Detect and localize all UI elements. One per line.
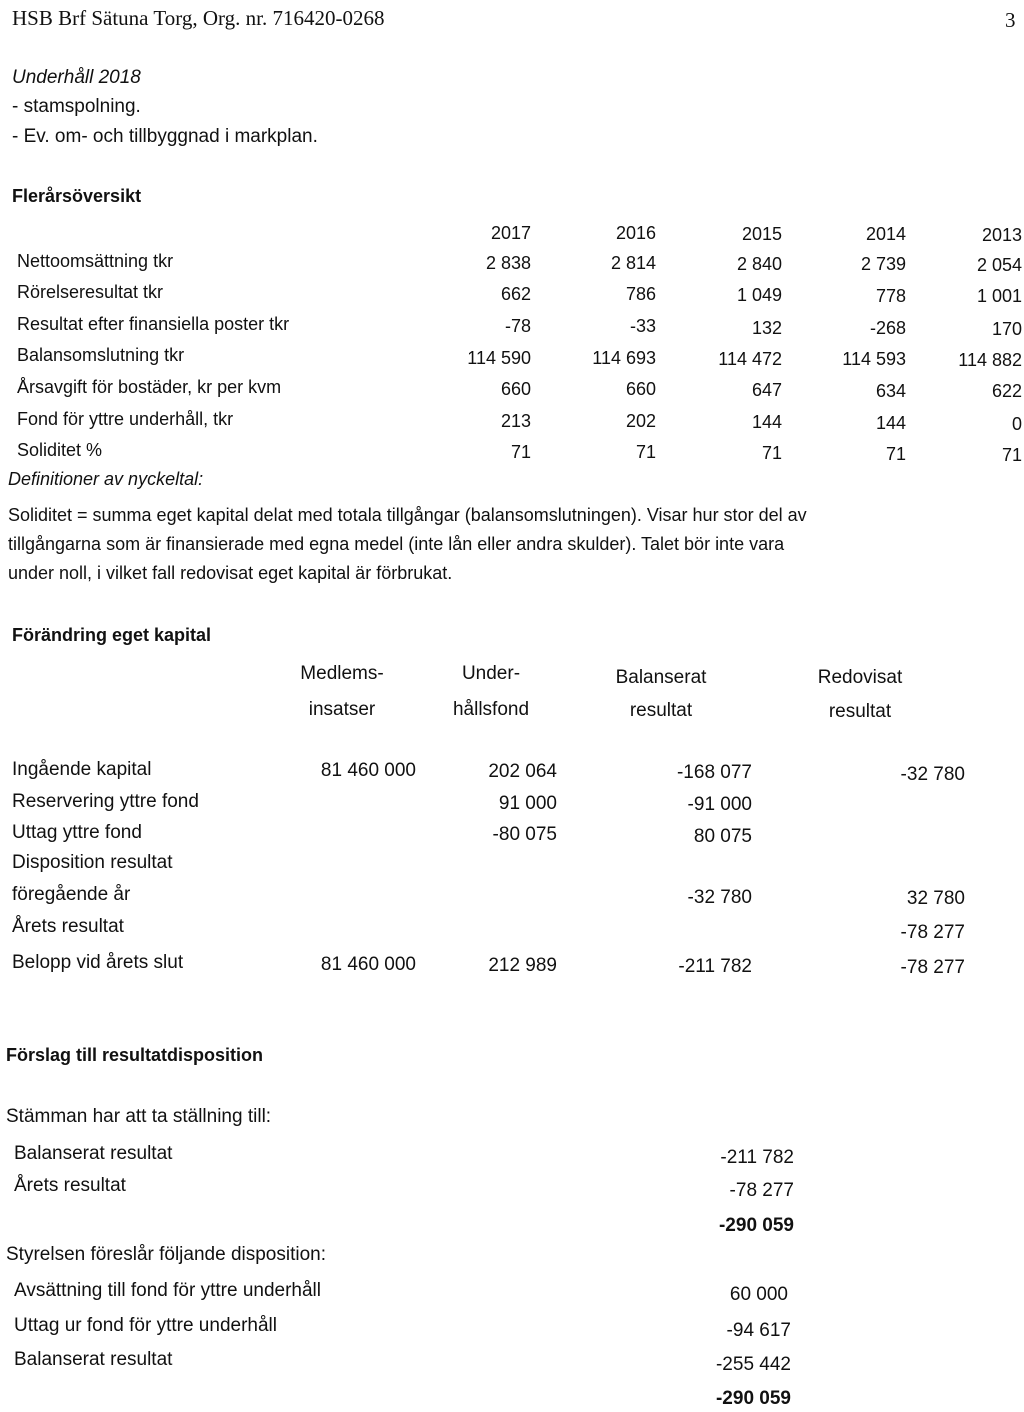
disposition-value: -94 617 — [726, 1320, 791, 1341]
column-header: hållsfond — [452, 699, 530, 720]
table-cell: 144 — [751, 412, 782, 432]
year-header: 2016 — [615, 223, 656, 243]
column-header: insatser — [308, 699, 376, 720]
table-cell: 132 — [751, 318, 782, 338]
disposition-label: Balanserat resultat — [14, 1349, 173, 1370]
definitions-title: Definitioner av nyckeltal: — [8, 469, 204, 489]
table-cell: 170 — [991, 319, 1022, 339]
column-header: Redovisat — [817, 667, 903, 688]
table-cell: 202 — [625, 411, 656, 431]
disposition-label: Avsättning till fond för yttre underhåll — [14, 1280, 321, 1301]
row-label: Belopp vid årets slut — [12, 952, 184, 973]
table-cell: 71 — [635, 442, 656, 462]
table-cell: 2 739 — [860, 254, 906, 274]
table-cell: 114 472 — [718, 349, 782, 369]
table-cell: 2 838 — [485, 253, 531, 273]
forslag-intro: Stämman har att ta ställning till: — [6, 1106, 272, 1127]
year-header: 2013 — [981, 225, 1022, 245]
table-cell: -78 277 — [900, 957, 965, 978]
table-cell: 114 593 — [842, 349, 906, 369]
underhall-item: - stamspolning. — [12, 96, 141, 117]
table-cell: 80 075 — [693, 826, 752, 847]
table-cell: -91 000 — [687, 794, 752, 815]
table-cell: 144 — [875, 413, 906, 433]
underhall-item: - Ev. om- och tillbyggnad i markplan. — [12, 126, 318, 147]
year-header: 2017 — [490, 223, 531, 243]
row-label: Soliditet % — [17, 440, 103, 460]
forslag-title: Förslag till resultatdisposition — [6, 1045, 264, 1065]
table-cell: 634 — [875, 381, 906, 401]
table-cell: 1 049 — [736, 285, 782, 305]
table-cell: -32 780 — [687, 887, 752, 908]
forslag-item-value: -211 782 — [720, 1147, 794, 1168]
row-label: Årsavgift för bostäder, kr per kvm — [17, 377, 282, 397]
table-cell: -168 077 — [676, 762, 752, 783]
table-cell: 81 460 000 — [320, 760, 416, 781]
table-cell: 660 — [625, 379, 656, 399]
table-cell: 71 — [885, 444, 906, 464]
row-label: Rörelseresultat tkr — [17, 282, 164, 302]
table-cell: 2 054 — [976, 255, 1022, 275]
table-cell: -33 — [629, 316, 656, 336]
underhall-title: Underhåll 2018 — [12, 67, 141, 88]
table-cell: 32 780 — [906, 888, 965, 909]
forslag-total: -290 059 — [718, 1215, 794, 1236]
year-header: 2014 — [865, 224, 906, 244]
row-label: Resultat efter finansiella poster tkr — [17, 314, 290, 334]
column-header: Balanserat — [615, 667, 707, 688]
table-cell: 2 814 — [610, 253, 656, 273]
row-label: Uttag yttre fond — [12, 822, 142, 843]
row-label: Ingående kapital — [12, 759, 152, 780]
flerarsoversikt-title: Flerårsöversikt — [12, 186, 142, 206]
table-cell: 213 — [500, 411, 531, 431]
disposition-total: -290 059 — [715, 1388, 791, 1409]
table-cell: 662 — [500, 284, 531, 304]
table-cell: 114 693 — [592, 348, 656, 368]
row-label: Nettoomsättning tkr — [17, 251, 174, 271]
row-label: Balansomslutning tkr — [17, 345, 185, 365]
table-cell: -80 075 — [492, 824, 557, 845]
table-cell: -32 780 — [900, 764, 965, 785]
table-cell: 778 — [875, 286, 906, 306]
forslag-item-value: -78 277 — [729, 1180, 794, 1201]
table-cell: -78 — [504, 316, 531, 336]
year-header: 2015 — [741, 224, 782, 244]
table-cell: 91 000 — [498, 793, 557, 814]
table-cell: 0 — [1011, 414, 1022, 434]
table-cell: 71 — [761, 443, 782, 463]
forslag-item-label: Årets resultat — [14, 1175, 126, 1196]
column-header: resultat — [629, 700, 693, 721]
row-label: Årets resultat — [12, 916, 124, 937]
definition-line: under noll, i vilket fall redovisat eget kapital är förbrukat. — [8, 563, 453, 583]
table-cell: 647 — [751, 380, 782, 400]
table-cell: -211 782 — [678, 956, 752, 977]
table-cell: 660 — [500, 379, 531, 399]
definition-line: Soliditet = summa eget kapital delat med totala tillgångar (balansomslutningen). Visar hur stor del av — [8, 505, 807, 525]
table-cell: 786 — [625, 284, 656, 304]
table-cell: 1 001 — [976, 286, 1022, 306]
disposition-label: Uttag ur fond för yttre underhåll — [14, 1315, 277, 1336]
table-cell: 202 064 — [488, 761, 557, 782]
row-label: Disposition resultat — [12, 852, 173, 873]
forslag-item-label: Balanserat resultat — [14, 1143, 173, 1164]
table-cell: 71 — [1001, 445, 1022, 465]
row-label: föregående år — [12, 884, 131, 905]
table-cell: 114 590 — [467, 348, 531, 368]
page-number: 3 — [1005, 8, 1016, 32]
table-cell: -78 277 — [900, 922, 965, 943]
column-header: Medlems- — [300, 663, 384, 684]
eget-kapital-title: Förändring eget kapital — [12, 625, 212, 645]
disposition-value: -255 442 — [715, 1354, 791, 1375]
row-label: Fond för yttre underhåll, tkr — [17, 409, 234, 429]
document-header-org: HSB Brf Sätuna Torg, Org. nr. 716420-0268 — [12, 6, 385, 30]
disposition-value: 60 000 — [729, 1284, 788, 1305]
forslag-board-intro: Styrelsen föreslår följande disposition: — [6, 1244, 327, 1265]
table-cell: 622 — [991, 381, 1022, 401]
row-label: Reservering yttre fond — [12, 791, 199, 812]
column-header: Under- — [461, 663, 521, 684]
table-cell: 114 882 — [958, 350, 1022, 370]
table-cell: 2 840 — [736, 254, 782, 274]
column-header: resultat — [828, 701, 892, 722]
table-cell: 81 460 000 — [320, 954, 416, 975]
table-cell: 212 989 — [488, 955, 557, 976]
table-cell: 71 — [510, 442, 531, 462]
definition-line: tillgångarna som är finansierade med egna medel (inte lån eller andra skulder). Talet bör inte vara — [8, 534, 785, 554]
table-cell: -268 — [869, 318, 906, 338]
